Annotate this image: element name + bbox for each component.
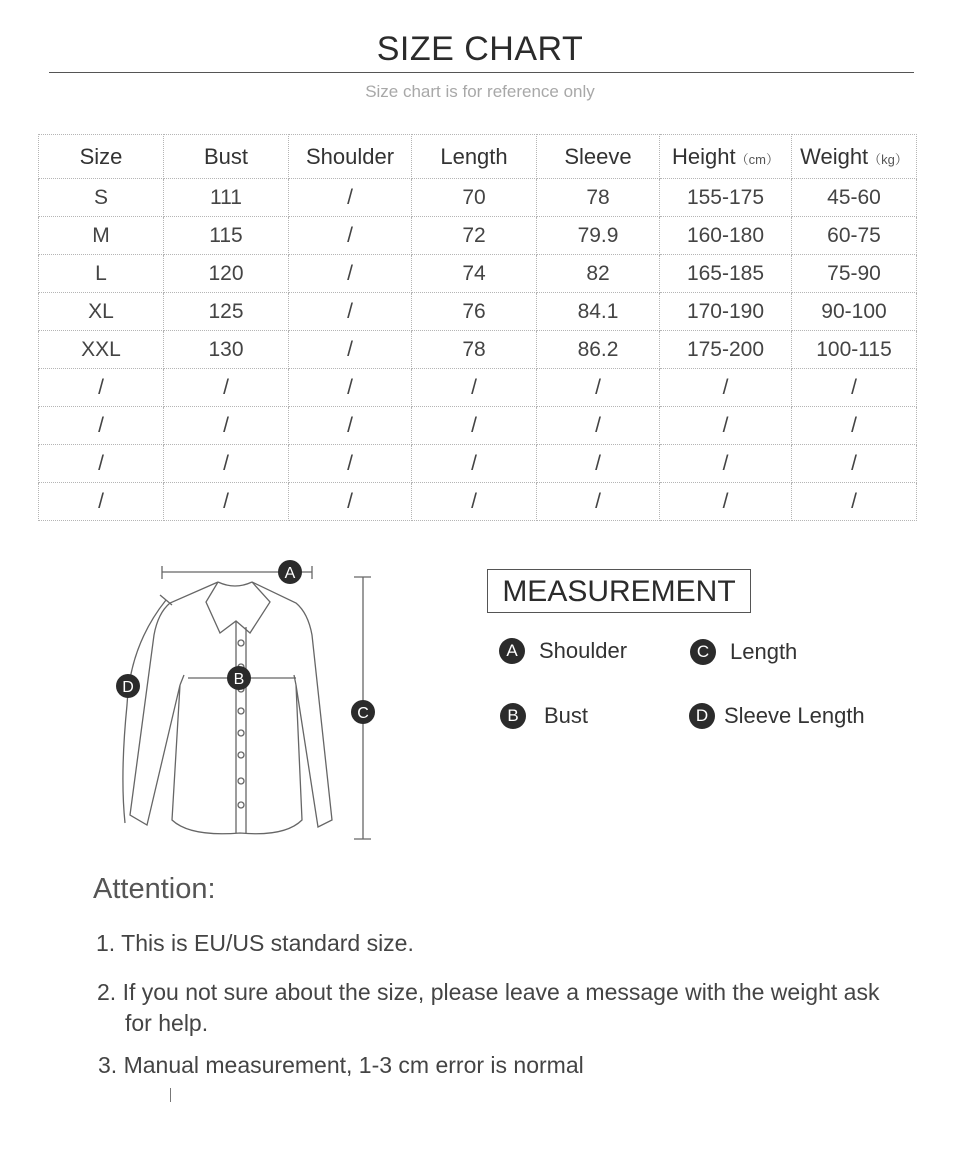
svg-text:C: C bbox=[357, 705, 369, 722]
badge-c-icon: C bbox=[690, 639, 716, 665]
table-cell: M bbox=[39, 217, 164, 255]
table-cell: 111 bbox=[164, 179, 289, 217]
page-title: SIZE CHART bbox=[376, 30, 584, 68]
table-cell: / bbox=[289, 445, 412, 483]
table-cell: 165-185 bbox=[660, 255, 792, 293]
table-cell: 175-200 bbox=[660, 331, 792, 369]
table-cell: 120 bbox=[164, 255, 289, 293]
legend-sleeve-length bbox=[689, 703, 865, 729]
table-cell: 79.9 bbox=[537, 217, 660, 255]
svg-text:D: D bbox=[122, 679, 134, 696]
table-cell: 125 bbox=[164, 293, 289, 331]
page-subtitle: Size chart is for reference only bbox=[365, 82, 595, 101]
table-cell: / bbox=[792, 483, 917, 521]
legend-bust bbox=[500, 703, 588, 729]
table-cell: / bbox=[660, 483, 792, 521]
table-cell: / bbox=[537, 407, 660, 445]
header-size: Size bbox=[39, 135, 164, 179]
table-cell: / bbox=[537, 445, 660, 483]
table-cell: 100-115 bbox=[792, 331, 917, 369]
table-cell: / bbox=[39, 445, 164, 483]
table-cell: 82 bbox=[537, 255, 660, 293]
table-cell: / bbox=[39, 369, 164, 407]
table-cell: 160-180 bbox=[660, 217, 792, 255]
header-height: Height（cm） bbox=[660, 135, 792, 179]
table-row bbox=[39, 255, 917, 293]
svg-text:B: B bbox=[233, 671, 245, 688]
note-2: 2. If you not sure about the size, please leave a message with the weight ask for help. bbox=[97, 979, 880, 1036]
table-cell: XXL bbox=[39, 331, 164, 369]
legend-shoulder bbox=[499, 638, 627, 664]
table-cell: / bbox=[792, 369, 917, 407]
table-cell: 115 bbox=[164, 217, 289, 255]
table-cell: / bbox=[412, 445, 537, 483]
shirt-diagram bbox=[100, 555, 400, 855]
marker-c bbox=[351, 700, 375, 724]
table-row bbox=[39, 445, 917, 483]
table-cell: 75-90 bbox=[792, 255, 917, 293]
header-bust: Bust bbox=[164, 135, 289, 179]
table-cell: 60-75 bbox=[792, 217, 917, 255]
table-row bbox=[39, 483, 917, 521]
table-body bbox=[39, 179, 917, 521]
svg-text:A: A bbox=[284, 565, 296, 582]
table-cell: / bbox=[39, 407, 164, 445]
legend-label: Length bbox=[730, 639, 798, 664]
table-cell: / bbox=[792, 445, 917, 483]
table-cell: / bbox=[39, 483, 164, 521]
table-cell: 86.2 bbox=[537, 331, 660, 369]
legend-label: Sleeve Length bbox=[724, 703, 865, 728]
table-cell: / bbox=[537, 483, 660, 521]
text-cursor bbox=[170, 1088, 171, 1102]
table-cell: 78 bbox=[412, 331, 537, 369]
badge-d-icon: D bbox=[689, 703, 715, 729]
header-sleeve: Sleeve bbox=[537, 135, 660, 179]
table-row bbox=[39, 331, 917, 369]
table-cell: 78 bbox=[537, 179, 660, 217]
table-cell: / bbox=[164, 445, 289, 483]
table-cell: / bbox=[164, 483, 289, 521]
table-cell: / bbox=[289, 217, 412, 255]
table-cell: / bbox=[289, 179, 412, 217]
size-table bbox=[38, 134, 917, 521]
table-row bbox=[39, 217, 917, 255]
badge-b-icon: B bbox=[500, 703, 526, 729]
table-cell: 155-175 bbox=[660, 179, 792, 217]
table-cell: 45-60 bbox=[792, 179, 917, 217]
table-cell: / bbox=[289, 331, 412, 369]
table-cell: / bbox=[289, 369, 412, 407]
table-cell: 90-100 bbox=[792, 293, 917, 331]
table-cell: / bbox=[412, 483, 537, 521]
table-cell: / bbox=[164, 407, 289, 445]
table-cell: / bbox=[660, 445, 792, 483]
table-cell: 76 bbox=[412, 293, 537, 331]
table-cell: / bbox=[289, 407, 412, 445]
header-length: Length bbox=[412, 135, 537, 179]
measurement-title: MEASUREMENT bbox=[487, 569, 751, 613]
table-cell: / bbox=[660, 407, 792, 445]
height-unit: （cm） bbox=[735, 151, 779, 167]
marker-d bbox=[116, 674, 140, 698]
table-cell: / bbox=[164, 369, 289, 407]
legend-label: Shoulder bbox=[539, 638, 628, 663]
header-weight: Weight（kg） bbox=[792, 135, 917, 179]
note-3: 3. Manual measurement, 1-3 cm error is normal bbox=[98, 1052, 584, 1078]
note-1: 1. This is EU/US standard size. bbox=[96, 930, 414, 956]
table-row bbox=[39, 407, 917, 445]
table-cell: / bbox=[412, 369, 537, 407]
table-cell: L bbox=[39, 255, 164, 293]
table-row bbox=[39, 293, 917, 331]
table-cell: 70 bbox=[412, 179, 537, 217]
marker-b bbox=[227, 666, 251, 690]
badge-a-icon: A bbox=[499, 638, 525, 664]
table-header-row bbox=[39, 135, 917, 179]
table-cell: XL bbox=[39, 293, 164, 331]
table-cell: / bbox=[289, 293, 412, 331]
table-cell: 72 bbox=[412, 217, 537, 255]
table-cell: / bbox=[412, 407, 537, 445]
table-cell: 170-190 bbox=[660, 293, 792, 331]
table-row bbox=[39, 369, 917, 407]
table-cell: / bbox=[289, 255, 412, 293]
legend-label: Bust bbox=[544, 703, 589, 728]
table-cell: 130 bbox=[164, 331, 289, 369]
title-divider bbox=[49, 72, 914, 73]
attention-heading: Attention: bbox=[93, 873, 216, 905]
header-shoulder: Shoulder bbox=[289, 135, 412, 179]
table-cell: / bbox=[660, 369, 792, 407]
table-cell: / bbox=[792, 407, 917, 445]
table-cell: 74 bbox=[412, 255, 537, 293]
marker-a bbox=[278, 560, 302, 584]
table-row bbox=[39, 179, 917, 217]
table-cell: S bbox=[39, 179, 164, 217]
weight-unit: （kg） bbox=[868, 151, 908, 167]
legend-length bbox=[690, 639, 797, 665]
table-cell: 84.1 bbox=[537, 293, 660, 331]
table-cell: / bbox=[537, 369, 660, 407]
table-cell: / bbox=[289, 483, 412, 521]
